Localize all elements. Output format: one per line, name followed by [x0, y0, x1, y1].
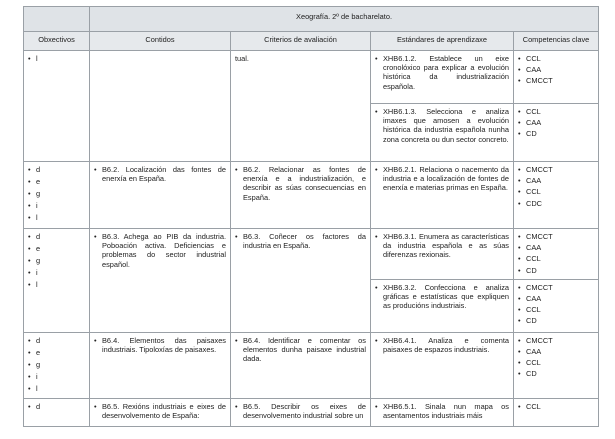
objectives-list: [28, 232, 85, 292]
competences-list-item: • CCL: [518, 107, 594, 116]
table-title: Xeografía. 2º de bacharelato.: [90, 7, 599, 32]
table-title-row: [24, 7, 599, 32]
standard-cell: [371, 229, 514, 280]
objectives-list-item: • l: [28, 280, 85, 292]
objectives-list-item: • d: [28, 165, 85, 177]
criterion-list: [235, 402, 366, 420]
objectives-list: [28, 54, 85, 66]
content-text: • B6.5. Rexións industriais e eixes de desenvolvemento de España:: [94, 402, 226, 420]
standard-cell: [371, 332, 514, 398]
table-row: [24, 332, 599, 398]
competences-list-item: • CCL: [518, 402, 594, 411]
competences-list-item: • CMCCT: [518, 76, 594, 85]
competences-list-item: • CMCCT: [518, 232, 594, 241]
competences-list-item: • CD: [518, 266, 594, 275]
competences-list-item: • CAA: [518, 243, 594, 252]
content-list: [94, 232, 226, 269]
standard-list: [375, 107, 509, 144]
content-cell: [90, 332, 231, 398]
objectives-cell: [24, 229, 90, 333]
competences-list: [518, 402, 594, 411]
competences-list-item: • CAA: [518, 176, 594, 185]
standard-text: • XHB6.2.1. Relaciona o nacemento da industria e a localización de fontes de enerxía e materias primas en España.: [375, 165, 509, 193]
competences-cell: [514, 51, 599, 104]
competences-list-item: • CCL: [518, 254, 594, 263]
competences-list-item: • CCL: [518, 54, 594, 63]
content-text: • B6.3. Achega ao PIB da industria. Poboación activa. Deficiencias e problemas do sector industrial español.: [94, 232, 226, 269]
standard-text: • XHB6.3.2. Confecciona e analiza gráficas e estatísticas que expliquen as producións industriais.: [375, 283, 509, 311]
competences-list-item: • CAA: [518, 347, 594, 356]
standard-list: [375, 283, 509, 311]
competences-list-item: • CDC: [518, 199, 594, 208]
table-body: [24, 51, 599, 427]
content-text: • B6.2. Localización das fontes de enerxía en España.: [94, 165, 226, 183]
criterion-text: • B6.4. Identificar e comentar os elementos dunha paisaxe industrial dada.: [235, 336, 366, 364]
criterion-text: • B6.3. Coñecer os factores da industria en España.: [235, 232, 366, 250]
competences-list-item: • CCL: [518, 187, 594, 196]
competences-list-item: • CAA: [518, 294, 594, 303]
competences-list-item: • CD: [518, 369, 594, 378]
competences-list-item: • CCL: [518, 305, 594, 314]
objectives-list-item: • g: [28, 189, 85, 201]
table-row: [24, 229, 599, 280]
objectives-list-item: • d: [28, 402, 85, 414]
competences-list: [518, 165, 594, 208]
standard-text: • XHB6.1.2. Establece un eixe cronolóxico para explicar a evolución histórica da industrialización española.: [375, 54, 509, 91]
table-row: [24, 162, 599, 229]
objectives-list-item: • e: [28, 348, 85, 360]
curriculum-table-page: [23, 6, 598, 427]
header-standards: Estándares de aprendizaxe: [371, 32, 514, 51]
objectives-list-item: • g: [28, 360, 85, 372]
competences-cell: [514, 162, 599, 229]
content-cell: [90, 162, 231, 229]
criterion-text: • B6.5. Describir os eixes de desenvolvemento industrial sobre un: [235, 402, 366, 420]
objectives-list-item: • l: [28, 384, 85, 396]
criterion-cell: [231, 332, 371, 398]
objectives-cell: [24, 51, 90, 162]
objectives-cell: [24, 398, 90, 426]
competences-list-item: • CD: [518, 129, 594, 138]
table-row: [24, 51, 599, 104]
standard-list: [375, 232, 509, 260]
criterion-list: [235, 232, 366, 250]
competences-list: [518, 54, 594, 86]
criterion-text: • B6.2. Relacionar as fontes de enerxía e a industrialización, e describir as súas consecuencias en España.: [235, 165, 366, 202]
header-contents: Contidos: [90, 32, 231, 51]
standard-list: [375, 402, 509, 420]
objectives-list: [28, 165, 85, 225]
competences-list: [518, 336, 594, 379]
standard-text: • XHB6.1.3. Selecciona e analiza imaxes que amosen a evolución histórica da industria española nunha zona concreta ou dun sector concreto.: [375, 107, 509, 144]
objectives-list-item: • d: [28, 336, 85, 348]
content-list: [94, 165, 226, 183]
criterion-text: tual.: [235, 54, 249, 63]
table-row: [24, 398, 599, 426]
standard-cell: [371, 162, 514, 229]
standard-cell: [371, 51, 514, 104]
table-header-row: [24, 32, 599, 51]
competences-cell: [514, 279, 599, 332]
curriculum-table: [23, 6, 599, 427]
standard-list: [375, 336, 509, 354]
content-cell: [90, 229, 231, 333]
header-objectives: Obxectivos: [24, 32, 90, 51]
objectives-list: [28, 336, 85, 396]
criterion-list: [235, 165, 366, 202]
competences-list-item: • CMCCT: [518, 336, 594, 345]
standard-text: • XHB6.3.1. Enumera as características da industria española e as súas diferenzas rexionais.: [375, 232, 509, 260]
objectives-list-item: • e: [28, 177, 85, 189]
competences-list: [518, 283, 594, 326]
competences-list-item: • CMCCT: [518, 283, 594, 292]
competences-list-item: • CAA: [518, 65, 594, 74]
standard-list: [375, 54, 509, 91]
title-blank-cell: [24, 7, 90, 32]
competences-list: [518, 232, 594, 275]
competences-cell: [514, 398, 599, 426]
standard-list: [375, 165, 509, 193]
standard-cell: [371, 104, 514, 162]
objectives-list-item: • i: [28, 268, 85, 280]
competences-list-item: • CCL: [518, 358, 594, 367]
criterion-cell: [231, 229, 371, 333]
objectives-list-item: • l: [28, 54, 85, 66]
content-cell: [90, 51, 231, 162]
objectives-list: [28, 402, 85, 414]
objectives-list-item: • e: [28, 244, 85, 256]
objectives-list-item: • i: [28, 372, 85, 384]
header-competences: Competencias clave: [514, 32, 599, 51]
competences-list-item: • CAA: [518, 118, 594, 127]
competences-cell: [514, 229, 599, 280]
objectives-list-item: • d: [28, 232, 85, 244]
criterion-cell: [231, 162, 371, 229]
standard-cell: [371, 398, 514, 426]
criterion-cell: [231, 51, 371, 162]
competences-cell: [514, 104, 599, 162]
objectives-list-item: • l: [28, 213, 85, 225]
standard-text: • XHB6.4.1. Analiza e comenta paisaxes de espazos industriais.: [375, 336, 509, 354]
header-criteria: Criterios de avaliación: [231, 32, 371, 51]
competences-list: [518, 107, 594, 139]
objectives-cell: [24, 332, 90, 398]
criterion-list: [235, 336, 366, 364]
competences-list-item: • CMCCT: [518, 165, 594, 174]
content-text: • B6.4. Elementos das paisaxes industriais. Tipoloxías de paisaxes.: [94, 336, 226, 354]
criterion-cell: [231, 398, 371, 426]
objectives-list-item: • g: [28, 256, 85, 268]
objectives-list-item: • i: [28, 201, 85, 213]
content-list: [94, 402, 226, 420]
standard-text: • XHB6.5.1. Sinala nun mapa os asentamentos industriais máis: [375, 402, 509, 420]
competences-cell: [514, 332, 599, 398]
content-list: [94, 336, 226, 354]
competences-list-item: • CD: [518, 316, 594, 325]
content-cell: [90, 398, 231, 426]
standard-cell: [371, 279, 514, 332]
objectives-cell: [24, 162, 90, 229]
